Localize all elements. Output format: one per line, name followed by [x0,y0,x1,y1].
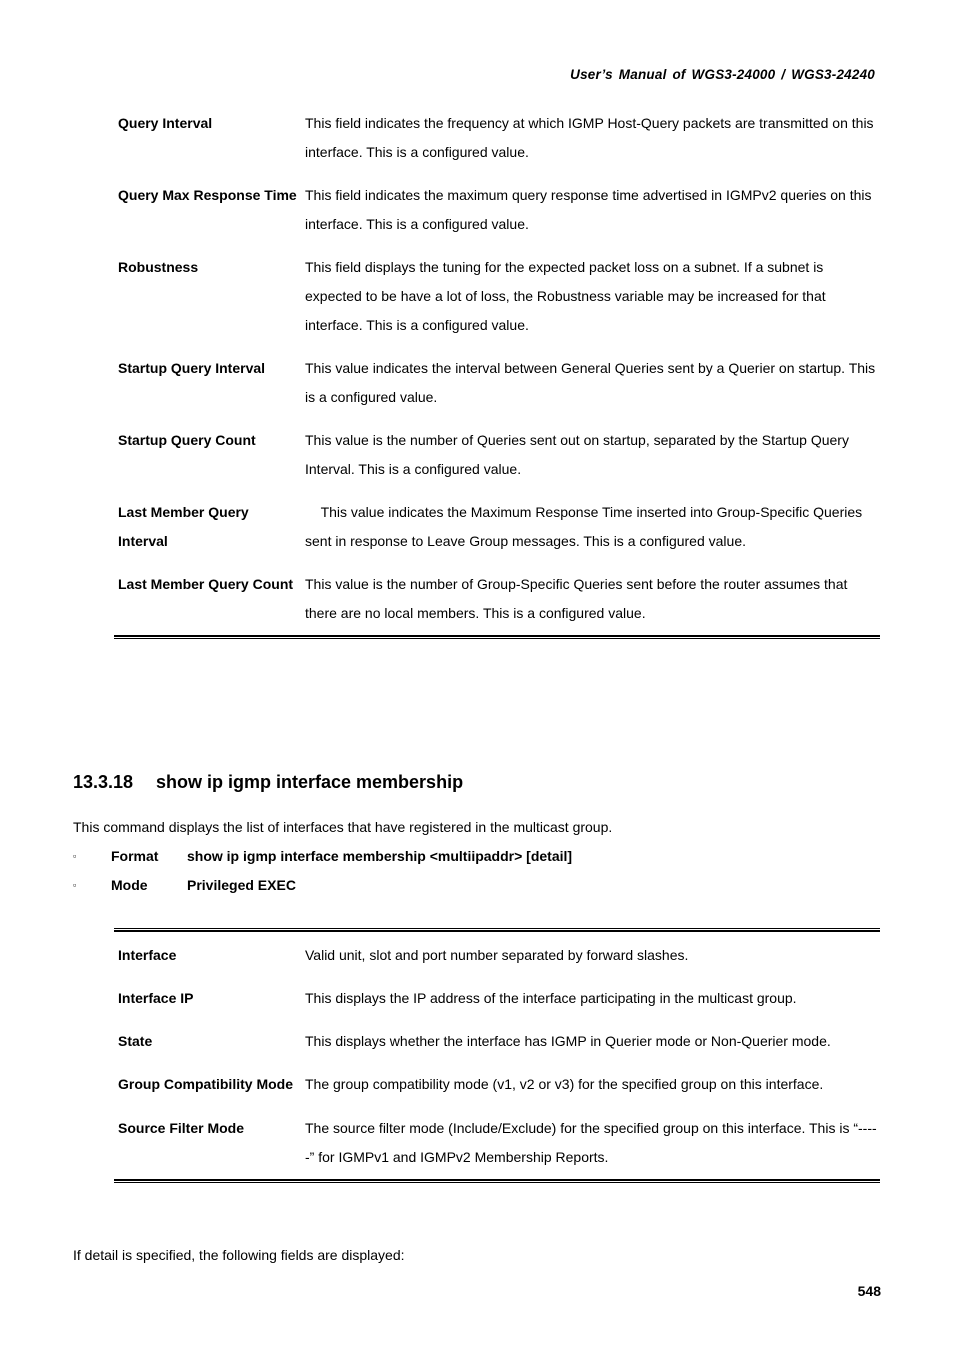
field-definitions-table-2 [114,941,880,1186]
table-row [114,109,880,181]
field-description: This value is the number of Group-Specific Queries sent before the router assumes that there are no local members. This is a configured value. [305,576,848,621]
table-row [114,181,880,253]
table-row [114,354,880,426]
table-row [114,1070,880,1114]
field-description: This field indicates the frequency at which IGMP Host-Query packets are transmitted on this interface. This is a configured value. [305,115,874,160]
table-bottom-rule [114,1179,880,1183]
field-definitions-table-1 [114,109,880,642]
table-row [114,426,880,498]
field-description: This displays whether the interface has IGMP in Querier mode or Non-Querier mode. [305,1033,831,1049]
table-row [114,941,880,984]
field-description: This value indicates the Maximum Response Time inserted into Group-Specific Queries sent in response to Leave Group messages. This is a configured value. [305,504,867,549]
field-description: This value indicates the interval between General Queries sent by a Querier on startup. This is a configured value. [305,360,876,405]
section-number: 13.3.18 [73,772,134,792]
bullet-value: show ip igmp interface membership <multiipaddr> [detail] [187,848,573,864]
bullet-icon: ▫ [73,851,77,861]
field-term: Interface [118,947,177,963]
table-row [114,1114,880,1186]
field-term: Last Member Query Interval [118,504,249,549]
table-row [114,253,880,354]
intro-paragraph: This command displays the list of interfaces that have registered in the multicast group. [73,819,613,835]
field-term: Query Interval [118,115,213,131]
field-description: This value is the number of Queries sent out on startup, separated by the Startup Query Interval. This is a configured value. [305,432,849,477]
table-row [114,570,880,642]
bullet-label: Mode [111,877,148,893]
page-number: 548 [857,1283,881,1299]
field-term: Startup Query Interval [118,360,266,376]
field-term: Robustness [118,259,199,275]
field-description: The group compatibility mode (v1, v2 or v3) for the specified group on this interface. [305,1076,824,1092]
field-description: This field displays the tuning for the expected packet loss on a subnet. If a subnet is expected to be have a lot of loss, the Robustness variable may be increased for that interface. This is a configured value. [305,259,826,333]
field-term: Source Filter Mode [118,1120,245,1136]
section-heading [73,772,463,793]
table-row [114,1027,880,1070]
field-description: Valid unit, slot and port number separated by forward slashes. [305,947,689,963]
table-row [114,984,880,1027]
bullet-value: Privileged EXEC [187,877,296,893]
bullet-icon: ▫ [73,880,77,890]
field-description: This displays the IP address of the interface participating in the multicast group. [305,990,797,1006]
table-row [114,498,880,570]
field-term: Last Member Query Count [118,576,294,592]
detail-note: If detail is specified, the following fields are displayed: [73,1247,405,1263]
field-term: Group Compatibility Mode [118,1076,293,1092]
table-bottom-rule [114,635,880,639]
section-title: show ip igmp interface membership [156,772,464,792]
field-term: Interface IP [118,990,194,1006]
field-description: This field indicates the maximum query response time advertised in IGMPv2 queries on this interface. This is a configured value. [305,187,872,232]
field-term: State [118,1033,153,1049]
running-header: User’s Manual of WGS3-24000 / WGS3-24240 [570,67,875,82]
field-description: The source filter mode (Include/Exclude) for the specified group on this interface. This is “-----” for IGMPv1 and IGMPv2 Membership Reports. [305,1120,877,1165]
bullet-label: Format [111,848,159,864]
field-term: Startup Query Count [118,432,256,448]
field-term: Query Max Response Time [118,187,297,203]
table-top-rule [114,928,880,932]
